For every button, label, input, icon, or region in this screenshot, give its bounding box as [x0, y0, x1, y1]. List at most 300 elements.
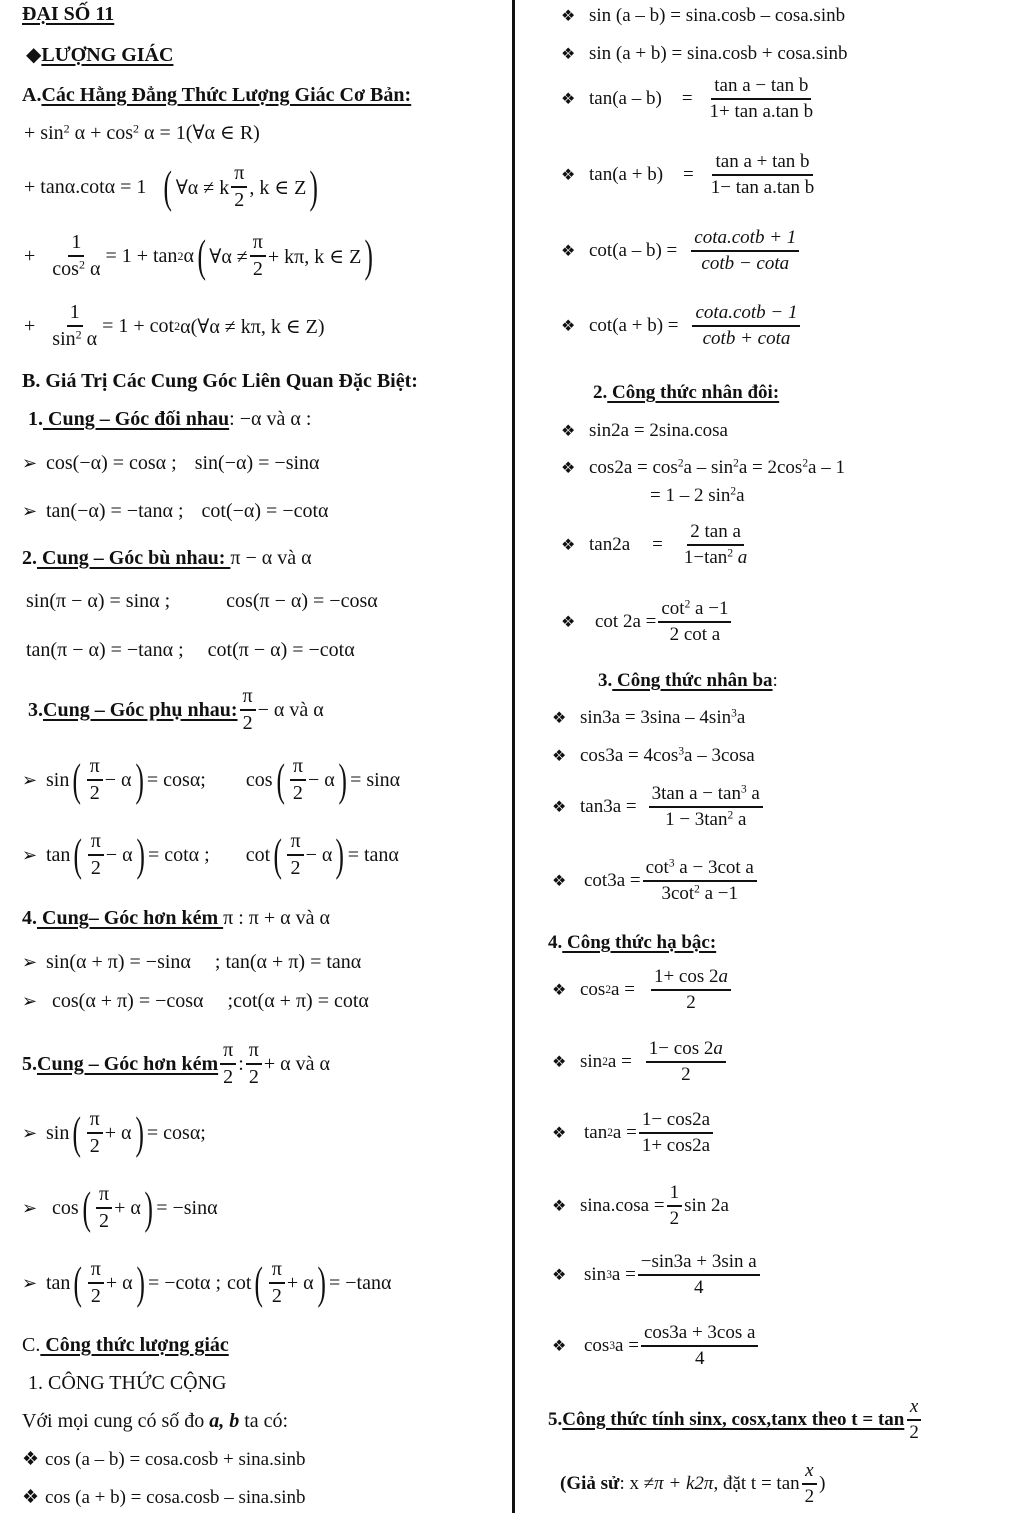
b3-row1 [22, 756, 400, 804]
formula-text: cos3a = 4cos [580, 745, 679, 766]
identity-inv-sin2: + $\frac{1}{\sin^2 \alpha}$ = 1 + cot 2 α(∀α ≠ kπ, k ∈ Z) [24, 301, 325, 350]
formula-cos-cubed: ❖ cos 3 a = $\frac{\text{cos3a + 3cos a}}{4}$ [552, 1323, 760, 1369]
fraction-numerator: π [269, 1259, 285, 1284]
parenthesis-glyph: ) [144, 1182, 153, 1233]
formula-text: + α [286, 1271, 314, 1294]
formula-sin-squared: ❖ sin 2 a = $\frac{1- \cos 2a}{2}$ [552, 1039, 728, 1085]
fraction-denominator: 2 [292, 782, 303, 804]
fraction-denominator: 2 [909, 1421, 919, 1443]
arrow-bullet-icon: ➢ [22, 1122, 38, 1143]
fraction-denominator [658, 882, 741, 904]
fraction-denominator: cotb + cota [702, 327, 791, 349]
fraction-denominator [49, 327, 100, 350]
fraction [707, 76, 817, 122]
formula-text: a −1 [699, 882, 739, 904]
b4-row1 [22, 951, 361, 974]
parenthesis-glyph: ( [72, 754, 82, 805]
formula-text: sin2a = 2sina.cosa [589, 420, 728, 441]
formula-tan-a-minus-b [561, 76, 818, 122]
formula-sin-cubed: ❖ sin 3 a = $\frac{\text{−sin3a + 3sin a}}{4}$ [552, 1252, 762, 1298]
fraction [646, 1039, 726, 1085]
formula-text: α [81, 328, 98, 350]
formula-text: cot [245, 843, 271, 866]
formula-text: tan [46, 1271, 71, 1294]
fraction-numerator: π [96, 1184, 112, 1209]
formula-sina-cosa [552, 1183, 729, 1229]
fraction-denominator: 4 [694, 1276, 704, 1298]
formula-cot-a-minus-b [561, 228, 801, 274]
formula-text: 5. [22, 1052, 37, 1075]
formula-text: cos [245, 768, 273, 791]
fraction [691, 228, 799, 274]
exponent: 2 [684, 598, 691, 611]
fraction-numerator: 1 [67, 302, 83, 327]
formula-text: ∀α ≠ [209, 245, 248, 268]
formula-text: 3cot [661, 882, 695, 904]
diamond-bullet-icon: ❖ [561, 423, 576, 440]
diamond-bullet-icon: ❖ [561, 90, 576, 108]
diamond-bullet-icon: ❖ [561, 166, 576, 184]
diamond-bullet-icon: ❖ [561, 460, 576, 477]
fraction-denominator: 2 [804, 1485, 815, 1507]
formula-text: 1+ cos 2 [653, 966, 719, 987]
formula-text: Cung – Góc đối nhau [43, 408, 230, 430]
b5-row1 [22, 1109, 206, 1157]
formula-text: 1. [28, 408, 43, 430]
fraction-denominator [662, 808, 749, 830]
parenthesis-glyph: ) [338, 754, 347, 805]
diamond-bullet-icon: ❖ [552, 1266, 567, 1284]
arrow-bullet-icon: ➢ [22, 1272, 38, 1293]
b3-heading [28, 686, 324, 734]
fraction [49, 232, 103, 280]
formula-text: − α [305, 843, 333, 866]
fraction-numerator [687, 522, 744, 546]
formula-text: α [183, 244, 194, 267]
fraction [906, 1397, 922, 1443]
fraction-denominator: 2 [290, 857, 301, 879]
fraction-numerator: 1− cos2a [639, 1110, 713, 1134]
formula-text: 1− cos 2 [648, 1038, 714, 1059]
fraction [250, 232, 266, 280]
parenthesis-glyph: ) [136, 1257, 145, 1308]
arrow-bullet-icon: ➢ [22, 501, 38, 521]
formula-text: sin [46, 1121, 70, 1144]
fraction-numerator: π [287, 831, 303, 856]
formula-text: = −cotα ; [147, 1271, 221, 1294]
formula-text: Các Hằng Đẳng Thức Lượng Giác Cơ Bản: [41, 84, 412, 106]
formula-text: a [733, 808, 747, 830]
fraction [667, 1183, 683, 1229]
fraction-denominator: 2 [99, 1210, 110, 1232]
fraction-denominator: 1+ tan a.tan b [709, 100, 814, 122]
column-divider [512, 0, 515, 1513]
formula-text: 2 tan a [690, 521, 741, 542]
fraction-numerator: cos3a + 3cos a [641, 1323, 759, 1347]
fraction-denominator: 1− tan a.tan b [710, 176, 815, 198]
formula-text: = 1 + cot [102, 314, 175, 337]
fraction [290, 756, 306, 804]
fraction-numerator: π [240, 686, 256, 711]
b1-row2 [22, 500, 329, 523]
formula-text: a = [607, 1050, 632, 1072]
formula-text: = cosα; [146, 1121, 206, 1144]
parenthesis-glyph: ) [364, 230, 374, 281]
formula-sin-a-plus-b [561, 43, 848, 65]
diamond-bullet-icon: ❖ [561, 242, 576, 260]
arrow-bullet-icon: ➢ [22, 952, 38, 972]
formula-text: Công thức hạ bậc: [562, 932, 717, 953]
formula-text: Công thức nhân đôi: [607, 382, 780, 403]
formula-text: 1 − 3tan [665, 808, 728, 830]
formula-text: + kπ, k ∈ Z [267, 245, 362, 268]
exponent: 2 [75, 327, 82, 342]
fraction-numerator: x [907, 1397, 921, 1421]
fraction [802, 1461, 818, 1507]
fraction [88, 1259, 104, 1307]
arrow-bullet-icon: ➢ [22, 769, 38, 790]
diamond-bullet-icon: ❖ [552, 710, 567, 727]
formula-text: sin(−α) = −sinα [194, 452, 320, 474]
formula-cos2a-line2 [650, 485, 745, 507]
parenthesis-glyph: ( [73, 1257, 83, 1308]
arrow-bullet-icon: ➢ [22, 991, 38, 1011]
formula-text: a [736, 707, 746, 728]
fraction-numerator [651, 967, 731, 991]
formula-text: + sin [24, 122, 64, 144]
formula-text: cos (a + b) = cosa.cosb – sina.sinb [45, 1487, 306, 1508]
formula-text: = −tanα [328, 1271, 392, 1294]
formula-text: cos (a – b) = cosa.cosb + sina.sinb [45, 1449, 306, 1470]
parenthesis-glyph: ) [317, 1257, 326, 1308]
formula-text: cos(−α) = cosα ; [46, 452, 177, 474]
formula-text: cot(a – b) = [589, 239, 678, 261]
exponent: 2 [730, 485, 737, 498]
formula-text: cot(a + b) = [589, 314, 679, 336]
fraction-numerator [658, 599, 731, 623]
formula-text: a = [611, 1263, 636, 1285]
fraction [287, 831, 303, 879]
formula-text: cot(π − α) = −cotα [207, 639, 355, 661]
diamond-bullet-icon: ❖ [561, 613, 576, 631]
half-angle-heading [548, 1397, 924, 1443]
formula-text: a = [611, 978, 635, 1000]
formula-sin-a-minus-b [561, 5, 845, 27]
formula-text: = cosα; [146, 768, 206, 791]
formula-cos-squared: ❖ cos 2 a = $\frac{1+ \cos 2a}{2}$ [552, 967, 733, 1013]
formula-cos3a [552, 745, 755, 767]
parenthesis-glyph: ( [72, 1107, 82, 1158]
fraction-numerator: 1 [667, 1183, 683, 1207]
formula-text: + α [114, 1196, 141, 1219]
formula-text: 3. [598, 670, 613, 691]
fraction [96, 1184, 112, 1232]
fraction [269, 1259, 285, 1307]
formula-text: tan(−α) = −tanα ; [46, 500, 184, 522]
parenthesis-glyph: ( [73, 829, 83, 880]
b5-row3 [22, 1259, 391, 1307]
formula-text: a −1 [690, 598, 729, 619]
formula-text: Công thức tính sinx, cosx,tanx theo t = tan [562, 1408, 905, 1430]
fraction [639, 1110, 713, 1156]
diamond-bullet-icon: ❖ [552, 1337, 567, 1355]
identity-inv-cos2: + $\frac{1}{\cos^2 \alpha}$ = 1 + tan 2 α ( ∀α ≠ $\frac{\pi}{2}$ + kπ, k ∈ Z ) [24, 230, 374, 281]
fraction-numerator: π [220, 1040, 236, 1065]
fraction-denominator: cotb − cota [701, 252, 790, 274]
fraction-denominator: 2 [669, 1207, 680, 1229]
formula-text: + α [104, 1121, 132, 1144]
fraction-denominator [681, 546, 750, 568]
parenthesis-glyph: ( [197, 230, 206, 281]
diamond-bullet-icon: ❖ [552, 798, 567, 816]
fraction-numerator [643, 858, 757, 882]
fraction-numerator: 1 [68, 232, 84, 257]
section-c-heading [22, 1334, 229, 1357]
fraction-numerator: π [246, 1040, 262, 1065]
addition-intro [22, 1410, 288, 1433]
parenthesis-glyph: ) [136, 829, 145, 880]
formula-text: cot [661, 598, 685, 619]
formula-text: 1−tan [683, 546, 728, 568]
formula-text: a [718, 966, 728, 987]
formula-text: sin [46, 768, 70, 791]
formula-tan-squared: ❖ tan 2 a = $\frac{1- \cos 2a}{1+ \cos 2a}$ [552, 1110, 715, 1156]
parenthesis-glyph: ( [275, 754, 285, 805]
fraction [88, 831, 104, 879]
fraction-denominator: 2 cot a [669, 623, 721, 645]
b5-heading [22, 1040, 330, 1088]
formula-text: cos [52, 1196, 79, 1219]
exponent: 3 [740, 783, 747, 796]
formula-text: = [681, 87, 693, 109]
b4-row2 [22, 990, 369, 1013]
fraction-numerator: π [250, 232, 266, 257]
formula-text: π : π + α và α [223, 907, 330, 929]
identity-tan-cot [24, 163, 322, 211]
exponent: 2 [63, 121, 70, 136]
fraction-numerator: π [88, 831, 104, 856]
diamond-bullet-icon: ❖ [561, 8, 576, 25]
formula-text: Công thức lượng giác [40, 1334, 229, 1356]
fraction-numerator: π [290, 756, 306, 781]
formula-text: = cotα ; [147, 843, 210, 866]
fraction [87, 756, 103, 804]
formula-text: sin [580, 1050, 603, 1072]
parenthesis-glyph: ) [309, 161, 319, 212]
fraction-denominator: 2 [89, 782, 100, 804]
formula-text: tan [584, 1121, 608, 1143]
formula-text: cot3a = [584, 869, 641, 891]
formula-text: sin (a – b) = sina.cosb – cosa.sinb [589, 5, 846, 26]
fraction-denominator: 2 [242, 712, 253, 734]
formula-text: a = [615, 1334, 639, 1356]
formula-text: cot 2a = [595, 610, 657, 632]
parenthesis-glyph: ) [335, 829, 345, 880]
formula-cos2a [561, 457, 845, 479]
formula-text: ∀α ≠ k [175, 176, 230, 199]
diamond-bullet-icon: ❖ [561, 536, 576, 554]
diamond-bullet-icon: ❖ [552, 872, 567, 890]
formula-text: ) [819, 1472, 826, 1494]
b2-heading [22, 547, 312, 570]
formula-text: Cung – Góc phụ nhau: [43, 698, 238, 721]
formula-text: a = [612, 1121, 637, 1143]
fraction [220, 1040, 236, 1088]
formula-text: 4. [22, 907, 37, 929]
exponent: 3 [678, 745, 685, 758]
fraction-denominator [49, 257, 103, 280]
fraction-denominator: 2 [248, 1066, 259, 1088]
formula-text: sina.cosa = [580, 1194, 665, 1216]
formula-text: C. [22, 1334, 41, 1356]
double-angle-heading [593, 382, 779, 404]
formula-text: = tanα [347, 843, 399, 866]
fraction-denominator: 2 [271, 1285, 282, 1307]
diamond-bullet-icon: ❖ [561, 317, 576, 335]
fraction-numerator: −sin3a + 3sin a [638, 1252, 760, 1276]
formula-text: A. [22, 84, 42, 106]
formula-text: cos [52, 258, 79, 280]
fraction [49, 302, 100, 350]
diamond-bullet-icon: ❖ [22, 1449, 40, 1470]
b2-row1 [26, 590, 378, 613]
fraction-denominator: 2 [90, 1285, 101, 1307]
formula-text: tan3a = [580, 795, 637, 817]
fraction-numerator: π [87, 1109, 103, 1134]
section-a-heading [22, 84, 411, 107]
formula-text: tan(a + b) [589, 163, 664, 185]
fraction-numerator: cota.cotb + 1 [691, 228, 799, 252]
b5-row2 [22, 1184, 218, 1232]
fraction [240, 686, 256, 734]
formula-text: = [652, 533, 663, 555]
formula-text: π − α và α [230, 547, 312, 569]
diamond-bullet-icon: ❖ [552, 748, 567, 765]
formula-text: ta có: [239, 1410, 289, 1432]
b2-row2 [26, 639, 355, 662]
parenthesis-glyph: ( [163, 161, 173, 212]
triple-angle-heading [598, 670, 778, 692]
formula-cot2a [561, 599, 733, 645]
formula-cos-a-plus-b [22, 1486, 306, 1509]
formula-text: a [733, 546, 748, 568]
arrow-bullet-icon: ➢ [22, 453, 38, 473]
formula-text: LƯỢNG GIÁC [41, 44, 174, 66]
fraction [708, 152, 818, 198]
formula-text: cot(−α) = −cotα [201, 500, 329, 522]
formula-tan-a-plus-b [561, 152, 819, 198]
arrow-bullet-icon: ➢ [22, 844, 38, 865]
exponent: 2 [677, 457, 684, 470]
exponent: 3 [668, 857, 675, 870]
formula-text: , đặt t = tan [713, 1472, 800, 1494]
formula-text: sin3a = 3sina – 4sin [580, 707, 732, 728]
fraction-denominator: 2 [234, 189, 245, 211]
fraction-denominator: 2 [90, 857, 101, 879]
fraction-numerator: π [231, 163, 247, 188]
formula-text: − α [105, 843, 133, 866]
formula-text: 3tan a − tan [651, 783, 741, 804]
parenthesis-glyph: ( [254, 1257, 264, 1308]
formula-text: Cung – Góc bù nhau: [37, 547, 231, 569]
formula-text: a = 2cos [738, 457, 803, 478]
fraction-numerator: x [802, 1461, 816, 1485]
formula-sin3a [552, 707, 745, 729]
formula-text: 4. [548, 932, 563, 953]
addition-formulas-heading: 1. CÔNG THỨC CỘNG [28, 1372, 227, 1394]
formula-text: a [746, 783, 760, 804]
formula-text: + α [105, 1271, 133, 1294]
fraction-numerator: π [88, 1259, 104, 1284]
power-reduction-heading [548, 932, 716, 954]
formula-text: sin(α + π) = −sinα [46, 951, 191, 973]
formula-text: tan(a – b) [589, 87, 662, 109]
formula-text: a − 3cot a [674, 857, 754, 878]
parenthesis-glyph: ( [273, 829, 283, 880]
fraction-denominator: 4 [694, 1347, 705, 1369]
formula-text: : [238, 1052, 244, 1075]
formula-text: cos(π − α) = −cosα [226, 590, 378, 612]
formula-text: a – 1 [808, 457, 845, 478]
formula-text: a [736, 485, 745, 506]
formula-text: : −α và α : [229, 408, 312, 430]
diamond-bullet-icon: ❖ [552, 1124, 567, 1142]
formula-sin2a [561, 420, 728, 442]
identity-sin2-cos2 [24, 120, 260, 145]
half-angle-note [560, 1461, 825, 1507]
formula-cos-a-minus-b [22, 1448, 306, 1471]
exponent: 2 [802, 457, 809, 470]
formula-text: α + cos [69, 122, 134, 144]
fraction-numerator [649, 784, 763, 808]
exponent: 2 [727, 547, 734, 560]
formula-text: 2. [22, 547, 37, 569]
b1-row1 [22, 452, 320, 475]
parenthesis-glyph: ) [134, 754, 144, 805]
formula-text: 2. [593, 382, 608, 403]
fraction-denominator: 1+ cos2a [641, 1134, 711, 1156]
b3-row2 [22, 831, 399, 879]
formula-tan2a [561, 522, 752, 568]
formula-text: : [772, 670, 778, 691]
fraction-numerator: tan a + tan b [712, 152, 812, 176]
formula-text: 5. [548, 1408, 563, 1430]
fraction-denominator: 2 [252, 258, 263, 280]
formula-text: + [24, 244, 36, 267]
formula-text: sin(π − α) = sinα ; [26, 590, 171, 612]
formula-text: 3. [28, 698, 43, 721]
fraction [246, 1040, 262, 1088]
fraction-numerator: π [87, 756, 103, 781]
exponent: 2 [78, 257, 85, 272]
formula-text: tan2a [589, 533, 631, 555]
formula-text: π + k2π [654, 1472, 714, 1494]
topic-heading [26, 42, 173, 67]
formula-text: cos(α + π) = −cosα [52, 990, 204, 1012]
formula-tan3a [552, 784, 765, 830]
formula-text: tan(π − α) = −tanα ; [26, 639, 184, 661]
formula-text: a – 3cosa [684, 745, 755, 766]
exponent: 2 [694, 883, 700, 896]
formula-text: sin (a + b) = sina.cosb + cosa.sinb [589, 43, 848, 64]
fraction [638, 1252, 760, 1298]
parenthesis-glyph: ( [82, 1182, 91, 1233]
formula-text: = −sinα [156, 1196, 218, 1219]
formula-text: + α và α [263, 1052, 331, 1075]
formula-text: − α [104, 768, 132, 791]
formula-text: Cung– Góc hơn kém [37, 907, 224, 929]
document-title: ĐẠI SỐ 11 [22, 3, 115, 25]
